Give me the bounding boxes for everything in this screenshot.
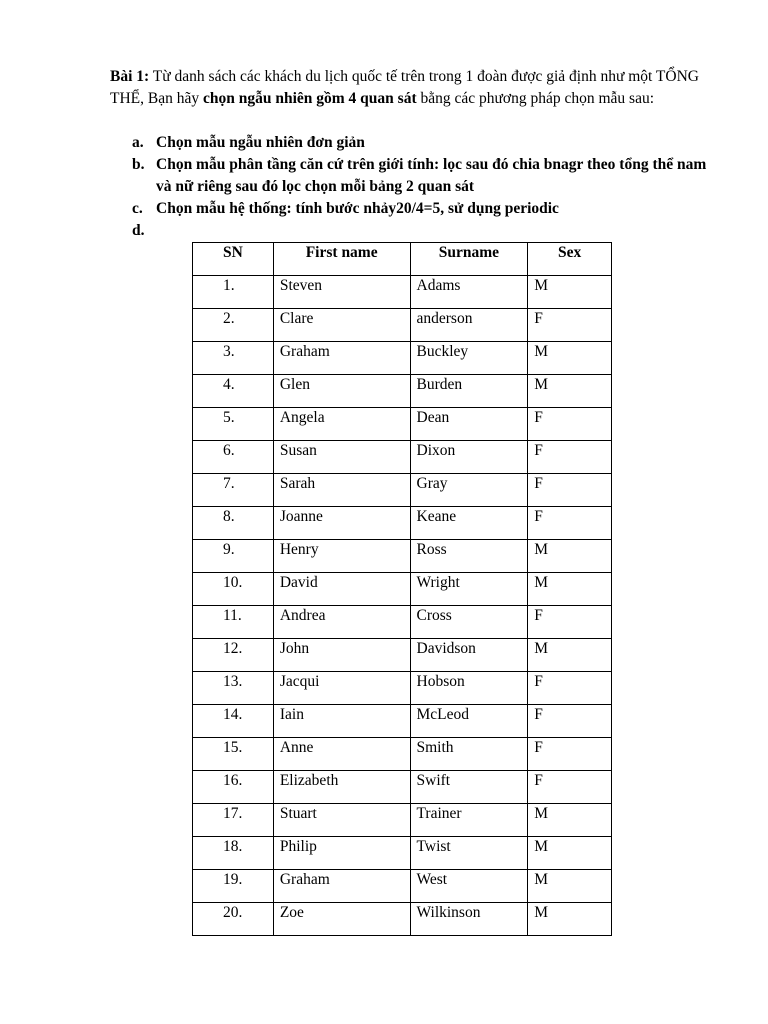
intro-text-end: bằng các phương pháp chọn mẫu sau: bbox=[416, 90, 655, 107]
cell-first-name: Elizabeth bbox=[273, 771, 410, 804]
task-marker: c. bbox=[132, 200, 143, 217]
cell-first-name: Angela bbox=[273, 408, 410, 441]
cell-sex: M bbox=[528, 870, 612, 903]
table-header-row bbox=[193, 243, 612, 276]
intro-emphasis: chọn ngẫu nhiên gồm 4 quan sát bbox=[202, 90, 417, 107]
cell-sex: M bbox=[528, 540, 612, 573]
task-marker: d. bbox=[132, 222, 145, 239]
cell-first-name: Sarah bbox=[273, 474, 410, 507]
cell-surname: Buckley bbox=[410, 342, 528, 375]
cell-sn: 12. bbox=[193, 639, 274, 672]
cell-sex: M bbox=[528, 639, 612, 672]
cell-first-name: Graham bbox=[273, 870, 410, 903]
table-row bbox=[193, 606, 612, 639]
cell-sex: M bbox=[528, 276, 612, 309]
table-row bbox=[193, 771, 612, 804]
cell-sex: F bbox=[528, 474, 612, 507]
cell-surname: Swift bbox=[410, 771, 528, 804]
cell-first-name: Steven bbox=[273, 276, 410, 309]
cell-surname: Trainer bbox=[410, 804, 528, 837]
cell-surname: Smith bbox=[410, 738, 528, 771]
task-list bbox=[110, 132, 710, 239]
cell-sn: 8. bbox=[193, 507, 274, 540]
exercise-label: Bài 1: bbox=[110, 68, 150, 85]
task-marker: a. bbox=[132, 134, 144, 151]
table-row bbox=[193, 705, 612, 738]
cell-sn: 1. bbox=[193, 276, 274, 309]
table-row bbox=[193, 540, 612, 573]
cell-first-name: Iain bbox=[273, 705, 410, 738]
table-row bbox=[193, 870, 612, 903]
column-header-surname: Surname bbox=[410, 243, 528, 276]
cell-sn: 7. bbox=[193, 474, 274, 507]
cell-sex: F bbox=[528, 606, 612, 639]
task-item bbox=[110, 154, 710, 198]
cell-sn: 5. bbox=[193, 408, 274, 441]
cell-sn: 10. bbox=[193, 573, 274, 606]
cell-surname: Dean bbox=[410, 408, 528, 441]
table-row bbox=[193, 903, 612, 936]
table-row bbox=[193, 474, 612, 507]
cell-sn: 11. bbox=[193, 606, 274, 639]
cell-first-name: Stuart bbox=[273, 804, 410, 837]
table-row bbox=[193, 309, 612, 342]
column-header-sn: SN bbox=[193, 243, 274, 276]
table-row bbox=[193, 804, 612, 837]
task-text: Chọn mẫu phân tầng căn cứ trên giới tính: lọc sau đó chia bnagr theo tổng thể nam và nữ riêng sau đó lọc chọn mỗi bảng 2 quan sát bbox=[156, 156, 707, 195]
cell-sn: 13. bbox=[193, 672, 274, 705]
table-row bbox=[193, 408, 612, 441]
cell-surname: Gray bbox=[410, 474, 528, 507]
cell-sex: M bbox=[528, 342, 612, 375]
table-row bbox=[193, 342, 612, 375]
cell-sex: F bbox=[528, 507, 612, 540]
cell-first-name: Clare bbox=[273, 309, 410, 342]
cell-surname: Davidson bbox=[410, 639, 528, 672]
cell-first-name: Graham bbox=[273, 342, 410, 375]
table-row bbox=[193, 738, 612, 771]
table-row bbox=[193, 672, 612, 705]
task-marker: b. bbox=[132, 156, 145, 173]
cell-sex: M bbox=[528, 903, 612, 936]
column-header-first-name: First name bbox=[273, 243, 410, 276]
tourist-table bbox=[192, 242, 612, 936]
cell-surname: McLeod bbox=[410, 705, 528, 738]
cell-first-name: Jacqui bbox=[273, 672, 410, 705]
cell-sex: M bbox=[528, 837, 612, 870]
cell-first-name: David bbox=[273, 573, 410, 606]
cell-surname: Cross bbox=[410, 606, 528, 639]
cell-sn: 16. bbox=[193, 771, 274, 804]
task-item bbox=[110, 198, 710, 220]
cell-sex: F bbox=[528, 705, 612, 738]
task-item bbox=[110, 132, 710, 154]
cell-sn: 4. bbox=[193, 375, 274, 408]
cell-sex: M bbox=[528, 573, 612, 606]
cell-sn: 20. bbox=[193, 903, 274, 936]
cell-first-name: Henry bbox=[273, 540, 410, 573]
cell-first-name: Zoe bbox=[273, 903, 410, 936]
cell-surname: Wilkinson bbox=[410, 903, 528, 936]
cell-sn: 19. bbox=[193, 870, 274, 903]
cell-sn: 6. bbox=[193, 441, 274, 474]
cell-surname: Hobson bbox=[410, 672, 528, 705]
cell-surname: Ross bbox=[410, 540, 528, 573]
intro-text-start: Từ danh sách các khách du lịch quốc tế trên trong 1 đoàn được giả định như một TỔNG THỂ, Bạn hãy bbox=[110, 68, 699, 107]
cell-surname: Twist bbox=[410, 837, 528, 870]
cell-sex: F bbox=[528, 441, 612, 474]
cell-surname: Burden bbox=[410, 375, 528, 408]
cell-surname: Dixon bbox=[410, 441, 528, 474]
cell-sn: 15. bbox=[193, 738, 274, 771]
cell-sn: 3. bbox=[193, 342, 274, 375]
cell-first-name: John bbox=[273, 639, 410, 672]
table-row bbox=[193, 639, 612, 672]
task-text: Chọn mẫu hệ thống: tính bước nhảy20/4=5, sử dụng periodic bbox=[156, 200, 559, 217]
table-row bbox=[193, 837, 612, 870]
cell-sn: 17. bbox=[193, 804, 274, 837]
cell-sex: F bbox=[528, 771, 612, 804]
table-row bbox=[193, 276, 612, 309]
cell-first-name: Andrea bbox=[273, 606, 410, 639]
cell-sn: 9. bbox=[193, 540, 274, 573]
cell-first-name: Anne bbox=[273, 738, 410, 771]
cell-surname: Wright bbox=[410, 573, 528, 606]
table-row bbox=[193, 507, 612, 540]
table-row bbox=[193, 573, 612, 606]
cell-sn: 2. bbox=[193, 309, 274, 342]
cell-sex: F bbox=[528, 738, 612, 771]
cell-surname: West bbox=[410, 870, 528, 903]
cell-sn: 18. bbox=[193, 837, 274, 870]
table-row bbox=[193, 441, 612, 474]
table-body bbox=[193, 276, 612, 936]
cell-surname: anderson bbox=[410, 309, 528, 342]
cell-sn: 14. bbox=[193, 705, 274, 738]
cell-first-name: Joanne bbox=[273, 507, 410, 540]
cell-sex: M bbox=[528, 375, 612, 408]
column-header-sex: Sex bbox=[528, 243, 612, 276]
table-row bbox=[193, 375, 612, 408]
cell-sex: M bbox=[528, 804, 612, 837]
cell-surname: Adams bbox=[410, 276, 528, 309]
task-text: Chọn mẫu ngẫu nhiên đơn giản bbox=[156, 134, 365, 151]
cell-first-name: Glen bbox=[273, 375, 410, 408]
cell-sex: F bbox=[528, 408, 612, 441]
cell-sex: F bbox=[528, 309, 612, 342]
cell-sex: F bbox=[528, 672, 612, 705]
cell-first-name: Susan bbox=[273, 441, 410, 474]
cell-surname: Keane bbox=[410, 507, 528, 540]
exercise-intro bbox=[110, 66, 700, 110]
cell-first-name: Philip bbox=[273, 837, 410, 870]
